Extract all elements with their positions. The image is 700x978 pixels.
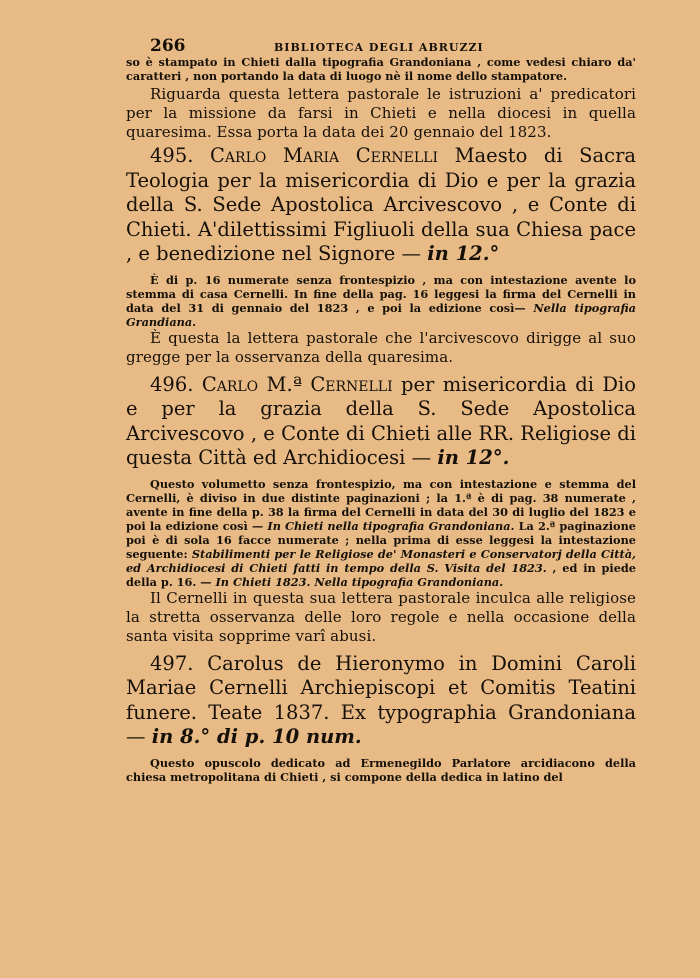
note-continuation: so è stampato in Chieti dalla tipografia Grandoniana , come vedesi chiaro da' caratteri , non portando la data di luogo nè il nome dello stampatore.: [126, 55, 636, 83]
note-imprint: Nella tipografia Grandiana.: [126, 300, 637, 329]
entry-497-note: Questo opuscolo dedicato ad Ermenegildo Parlatore arcidiacono della chiesa metropolitana di Chieti , si compone della dedica in latino del: [126, 755, 636, 784]
entry-author: Carlo M.ª Cernelli: [201, 372, 393, 396]
entry-format: in 8.° di p. 10 num.: [151, 725, 362, 748]
note-text-a: Questo volumetto senza frontespizio, ma con intestazione e stemma del Cernelli, è diviso in due distinte paginazioni ; la 1.ª è di pag. 38 numerate , avente in fine della p. 38 la firma del Cernelli in data del 30 di luglio del 1823 e poi la edizione così —: [126, 476, 636, 533]
running-title: BIBLIOTECA DEGLI ABRUZZI: [274, 41, 484, 54]
entry-495-description: È questa la lettera pastorale che l'arcivescovo dirigge al suo gregge per la osservanza della quaresima.: [126, 328, 636, 366]
entry-496-note: [126, 477, 636, 589]
entry-number: 496.: [150, 372, 194, 396]
page-header: [126, 36, 636, 64]
entry-496-description: Il Cernelli in questa sua lettera pastorale inculca alle religiose la stretta osservanza delle loro regole e nella occasione della santa visita sopprime varî abusi.: [126, 588, 636, 645]
entry-title: Carolus de Hieronymo in Domini Caroli Mariae Cernelli Archiepiscopi et Comitis Teatini funere. Teate 1837. Ex typographia Grandoniana —: [126, 651, 636, 748]
entry-format: in 12.°: [427, 242, 500, 265]
entry-497-heading: [126, 652, 636, 750]
entry-author: Carlo Maria Cernelli: [210, 144, 439, 167]
entry-number: 497.: [150, 651, 194, 675]
entry-title: per misericordia di Dio e per la grazia della S. Sede Apostolica Arcivescovo , e Conte di Chieti alle RR. Religiose di questa Città ed Archidiocesi —: [126, 372, 637, 469]
entry-496-heading: [126, 373, 636, 471]
note-text: È di p. 16 numerate senza frontespizio , ma con intestazione avente lo stemma di casa Cernelli. In fine della pag. 16 leggesi la firma del Cernelli in data del 31 di gennaio del 1823 , e poi la edizione così—: [126, 272, 636, 315]
document-page: [126, 36, 636, 784]
entry-495-heading: [126, 144, 636, 267]
note-text-b: La 2.ª paginazione poi è di sola 16 facce numerate ; nella prima di esse leggesi la intestazione seguente:: [126, 518, 636, 561]
note-heading-b: Stabilimenti per le Religiose de' Monasteri e Conservatorj della Città, ed Archidiocesi di Chieti fatti in tempo della S. Visita del 1823.: [126, 546, 636, 575]
note-imprint-a: In Chieti nella tipografia Grandoniana.: [267, 518, 515, 533]
description-494: Riguarda questa lettera pastorale le istruzioni a' predicatori per la missione da farsi in Chieti e nella diocesi in quella quaresima. Essa porta la data dei 20 gennaio del 1823.: [126, 85, 636, 141]
note-text-c: , ed in piede della p. 16. —: [126, 560, 636, 589]
entry-title: Maesto di Sacra Teologia per la misericordia di Dio e per la grazia della S. Sede Apostolica Arcivescovo , e Conte di Chieti. A'dilettissimi Figliuoli della sua Chiesa pace , e benedizione nel Signore —: [126, 144, 637, 265]
page-number: 266: [150, 36, 186, 56]
entry-495-note: [126, 273, 636, 329]
entry-number: 495.: [150, 144, 194, 167]
entry-format: in 12°.: [437, 446, 510, 469]
note-imprint-c: In Chieti 1823. Nella tipografia Grandoniana.: [215, 574, 504, 589]
